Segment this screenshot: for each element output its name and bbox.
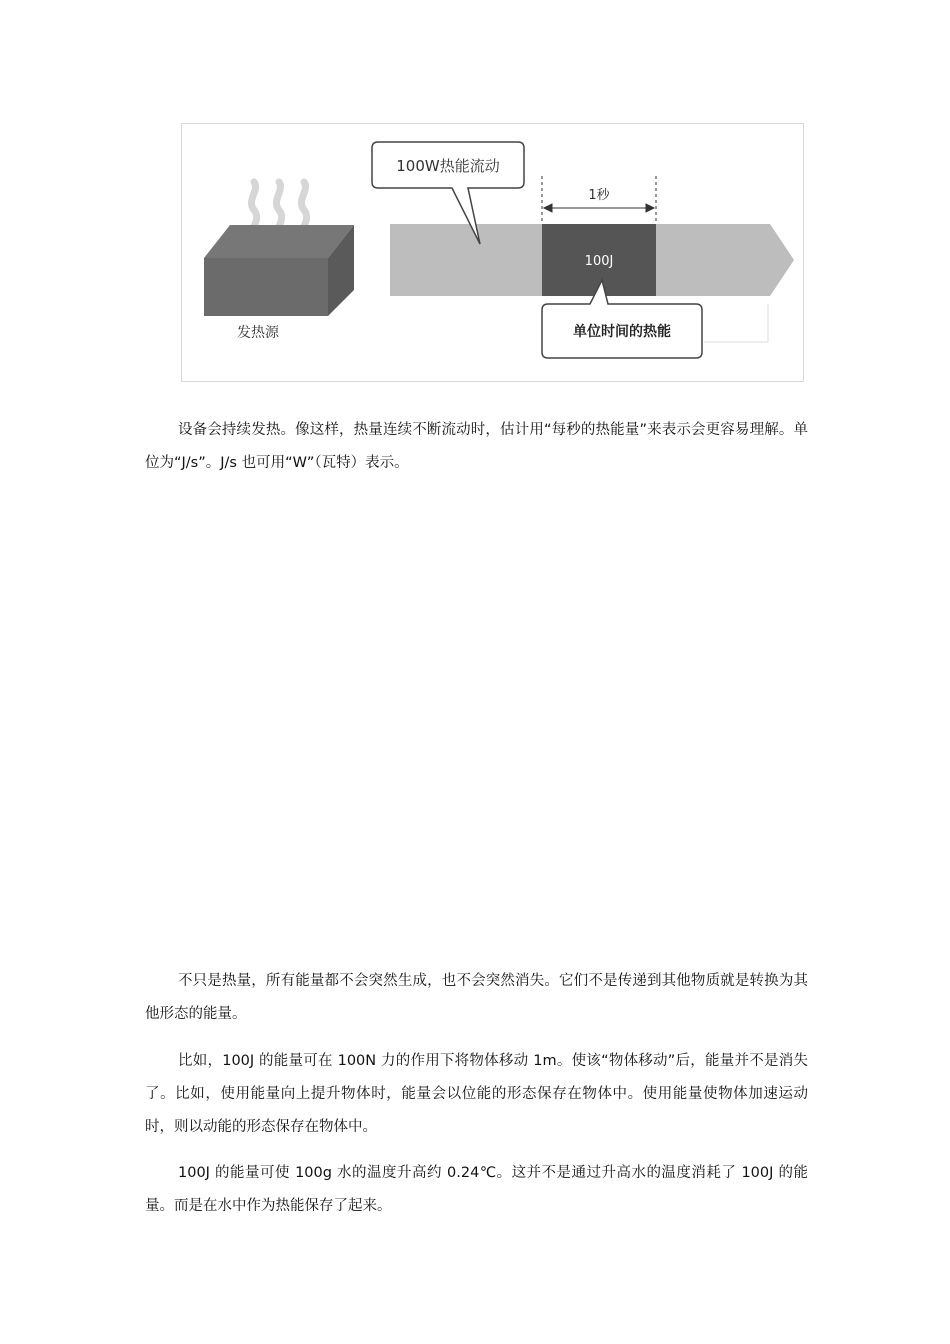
flow-callout-text: 100W热能流动 xyxy=(396,157,500,175)
heat-flow-figure xyxy=(181,123,804,382)
paragraph-water-example: 100J 的能量可使 100g 水的温度升高约 0.24℃。这并不是通过升高水的温度消耗了 100J 的能量。而是在水中作为热能保存了起来。 xyxy=(145,1165,808,1214)
heat-flow-diagram xyxy=(182,124,803,381)
heat-source-block xyxy=(204,225,354,316)
unit-callout-text: 单位时间的热能 xyxy=(573,324,671,340)
energy-label: 100J xyxy=(584,254,614,269)
paragraph-energy-example: 比如，100J 的能量可在 100N 力的作用下将物体移动 1m。使该“物体移动”后，能量并不是消失了。比如，使用能量向上提升物体时，能量会以位能的形态保存在物体中。使用能量使物体加速运动时，则以动能的形态保存在物体中。 xyxy=(145,1053,808,1135)
time-label: 1秒 xyxy=(588,188,610,203)
paragraph-heat-flow: 设备会持续发热。像这样，热量连续不断流动时，估计用“每秒的热能量”来表示会更容易理解。单位为“J/s”。J/s 也可用“W”（瓦特）表示。 xyxy=(145,422,808,471)
paragraph-energy-conservation: 不只是热量，所有能量都不会突然生成，也不会突然消失。它们不是传递到其他物质就是转换为其他形态的能量。 xyxy=(145,973,808,1022)
source-label: 发热源 xyxy=(237,325,279,341)
